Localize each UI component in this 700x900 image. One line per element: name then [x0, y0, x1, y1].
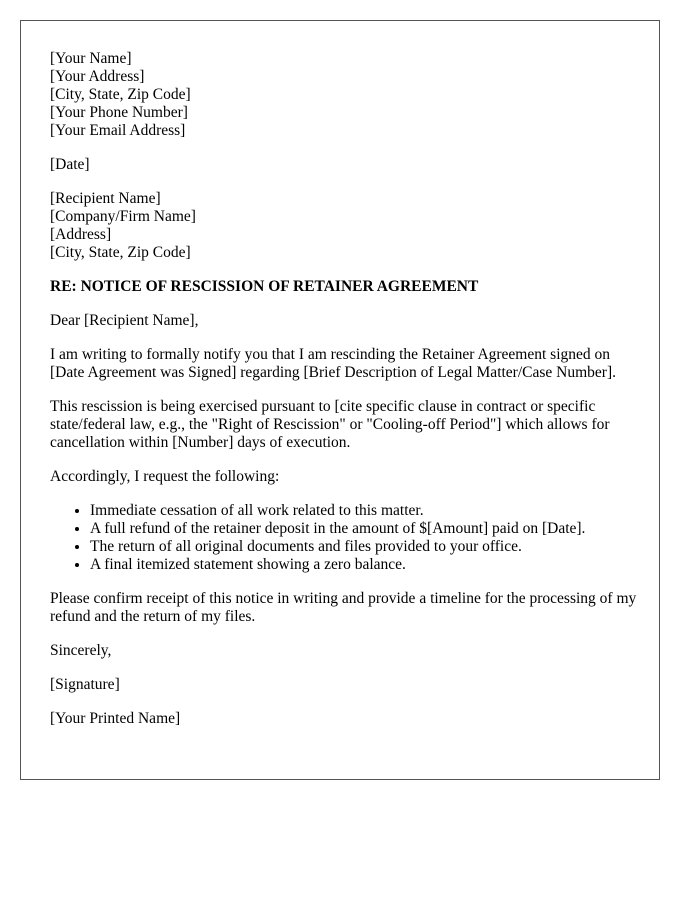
paragraph-confirmation: Please confirm receipt of this notice in writing and provide a timeline for the processing of my refund and the return of my files.: [50, 590, 637, 625]
letter-date: [Date]: [50, 156, 90, 173]
recipient-address: [Address]: [50, 226, 112, 243]
sender-phone: [Your Phone Number]: [50, 104, 188, 121]
letter-content: [50, 50, 640, 744]
sender-name: [Your Name]: [50, 50, 132, 67]
recipient-name: [Recipient Name]: [50, 190, 161, 207]
subject-line: RE: NOTICE OF RESCISSION OF RETAINER AGREEMENT: [50, 278, 479, 295]
printed-name: [Your Printed Name]: [50, 710, 181, 727]
sender-address: [Your Address]: [50, 68, 145, 85]
paragraph-requests-intro: Accordingly, I request the following:: [50, 468, 280, 485]
letter-page: [20, 20, 660, 780]
salutation: Dear [Recipient Name],: [50, 312, 199, 329]
sender-block: [50, 50, 640, 140]
sender-city-state-zip: [City, State, Zip Code]: [50, 86, 191, 103]
closing: Sincerely,: [50, 642, 112, 659]
sender-email: [Your Email Address]: [50, 122, 186, 139]
date-block: [50, 156, 640, 174]
list-item: • The return of all original documents and files provided to your office.: [90, 538, 640, 556]
list-item: • A final itemized statement showing a zero balance.: [90, 556, 640, 574]
signature-placeholder: [Signature]: [50, 676, 120, 693]
list-item: • Immediate cessation of all work related to this matter.: [90, 502, 640, 520]
paragraph-notice: I am writing to formally notify you that I am rescinding the Retainer Agreement signed on [Date Agreement was Signed] regarding [Brief Description of Legal Matter/Case Number].: [50, 346, 616, 381]
recipient-city-state-zip: [City, State, Zip Code]: [50, 244, 191, 261]
recipient-block: [50, 190, 640, 262]
list-item: • A full refund of the retainer deposit in the amount of $[Amount] paid on [Date].: [90, 520, 640, 538]
recipient-company: [Company/Firm Name]: [50, 208, 196, 225]
paragraph-legal-basis: This rescission is being exercised pursuant to [cite specific clause in contract or specific state/federal law, e.g., the "Right of Rescission" or "Cooling-off Period"] which allows for cancellation within [Number] days of execution.: [50, 398, 610, 451]
requests-list: [50, 502, 640, 574]
